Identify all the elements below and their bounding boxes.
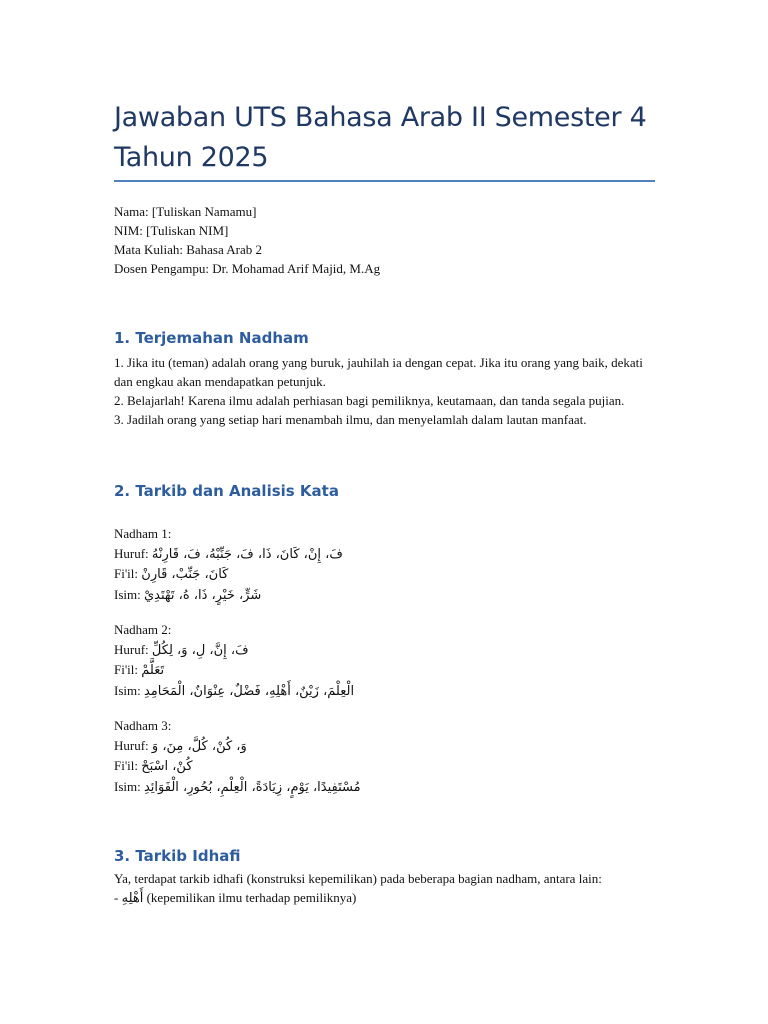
nadham-2-fiil-arabic: تَعَلَّمْ xyxy=(141,663,165,678)
nadham-1-fiil: Fi'il: كَانَ، جَنِّبْ، قَارِنْ xyxy=(114,566,229,582)
nadham-1-huruf: Huruf: فَ، إِنْ، كَانَ، ذَا، فَ، جَنِّبْهُ، فَ، قَارِنْهُ xyxy=(114,545,343,562)
nadham-1-isim-arabic: شَرٍّ، خَيْرٍ، ذَا، هُ، تَهْتَدِيْ xyxy=(143,587,262,603)
nadham-2-huruf-arabic: فَ، إِنَّ، لِ، وَ، لِكُلِّ xyxy=(151,642,249,658)
section-1-body xyxy=(114,353,655,429)
nadham-3-isim: Isim: مُسْتَفِيدًا، يَوْمٍ، زِيَادَةً، الْعِلْمِ، بُحُورِ، الْفَوَائِدِ xyxy=(114,778,361,795)
student-name: Nama: [Tuliskan Namamu] xyxy=(114,204,257,219)
nadham-3-label: Nadham 3: xyxy=(114,718,172,733)
nadham-1-fiil-arabic: كَانَ، جَنِّبْ، قَارِنْ xyxy=(141,567,229,582)
translation-3: 3. Jadilah orang yang setiap hari menambah ilmu, dan menyelamlah dalam lautan manfaat. xyxy=(114,412,587,427)
student-nim: NIM: [Tuliskan NIM] xyxy=(114,223,229,238)
nadham-2-fiil: Fi'il: تَعَلَّمْ xyxy=(114,662,165,678)
nadham-3-analysis xyxy=(114,716,361,797)
section-2-heading: 2. Tarkib dan Analisis Kata xyxy=(114,482,339,500)
nadham-1-analysis xyxy=(114,524,343,605)
nadham-1-huruf-arabic: فَ، إِنْ، كَانَ، ذَا، فَ، جَنِّبْهُ، فَ، قَارِنْهُ xyxy=(151,546,343,562)
translation-2: 2. Belajarlah! Karena ilmu adalah perhiasan bagi pemiliknya, keutamaan, dan tanda segala pujian. xyxy=(114,393,625,408)
section-1-heading: 1. Terjemahan Nadham xyxy=(114,329,309,347)
nadham-2-isim-arabic: الْعِلْمَ، زَيْنٌ، أَهْلِهِ، فَضْلٌ، عِنْوَانٌ، الْمَحَامِدِ xyxy=(143,683,355,699)
nadham-3-isim-arabic: مُسْتَفِيدًا، يَوْمٍ، زِيَادَةً، الْعِلْمِ، بُحُورِ، الْفَوَائِدِ xyxy=(143,779,361,795)
nadham-2-huruf: Huruf: فَ، إِنَّ، لِ، وَ، لِكُلِّ xyxy=(114,641,249,658)
nadham-1-label: Nadham 1: xyxy=(114,526,172,541)
idhafi-intro: Ya, terdapat tarkib idhafi (konstruksi kepemilikan) pada beberapa bagian nadham, antara lain: xyxy=(114,871,602,886)
nadham-3-fiil-arabic: كُنْ، اسْبَحْ xyxy=(141,759,193,774)
student-info xyxy=(114,202,380,278)
document-title: Jawaban UTS Bahasa Arab II Semester 4 Tahun 2025 xyxy=(114,102,647,173)
nadham-3-huruf-arabic: وَ، كُنْ، كُلَّ، مِنَ، وَ xyxy=(151,738,247,754)
title-underline xyxy=(114,180,655,182)
nadham-2-analysis xyxy=(114,620,354,701)
nadham-2-label: Nadham 2: xyxy=(114,622,172,637)
course-name: Mata Kuliah: Bahasa Arab 2 xyxy=(114,242,263,257)
translation-1: 1. Jika itu (teman) adalah orang yang buruk, jauhilah ia dengan cepat. Jika itu orang yang baik, dekati dan engkau akan mendapatkan petunjuk. xyxy=(114,355,643,389)
nadham-3-huruf: Huruf: وَ، كُنْ، كُلَّ، مِنَ، وَ xyxy=(114,737,247,754)
nadham-1-isim: Isim: شَرٍّ، خَيْرٍ، ذَا، هُ، تَهْتَدِيْ xyxy=(114,586,262,603)
section-3-body xyxy=(114,869,655,908)
nadham-3-fiil: Fi'il: كُنْ، اسْبَحْ xyxy=(114,758,193,774)
section-3-heading: 3. Tarkib Idhafi xyxy=(114,847,241,865)
idhafi-item: - أَهْلِهِ (kepemilikan ilmu terhadap pemiliknya) xyxy=(114,890,357,906)
lecturer-name: Dosen Pengampu: Dr. Mohamad Arif Majid, M.Ag xyxy=(114,261,381,276)
idhafi-item-arabic: أَهْلِهِ xyxy=(121,891,144,906)
nadham-2-isim: Isim: الْعِلْمَ، زَيْنٌ، أَهْلِهِ، فَضْلٌ، عِنْوَانٌ، الْمَحَامِدِ xyxy=(114,682,355,699)
